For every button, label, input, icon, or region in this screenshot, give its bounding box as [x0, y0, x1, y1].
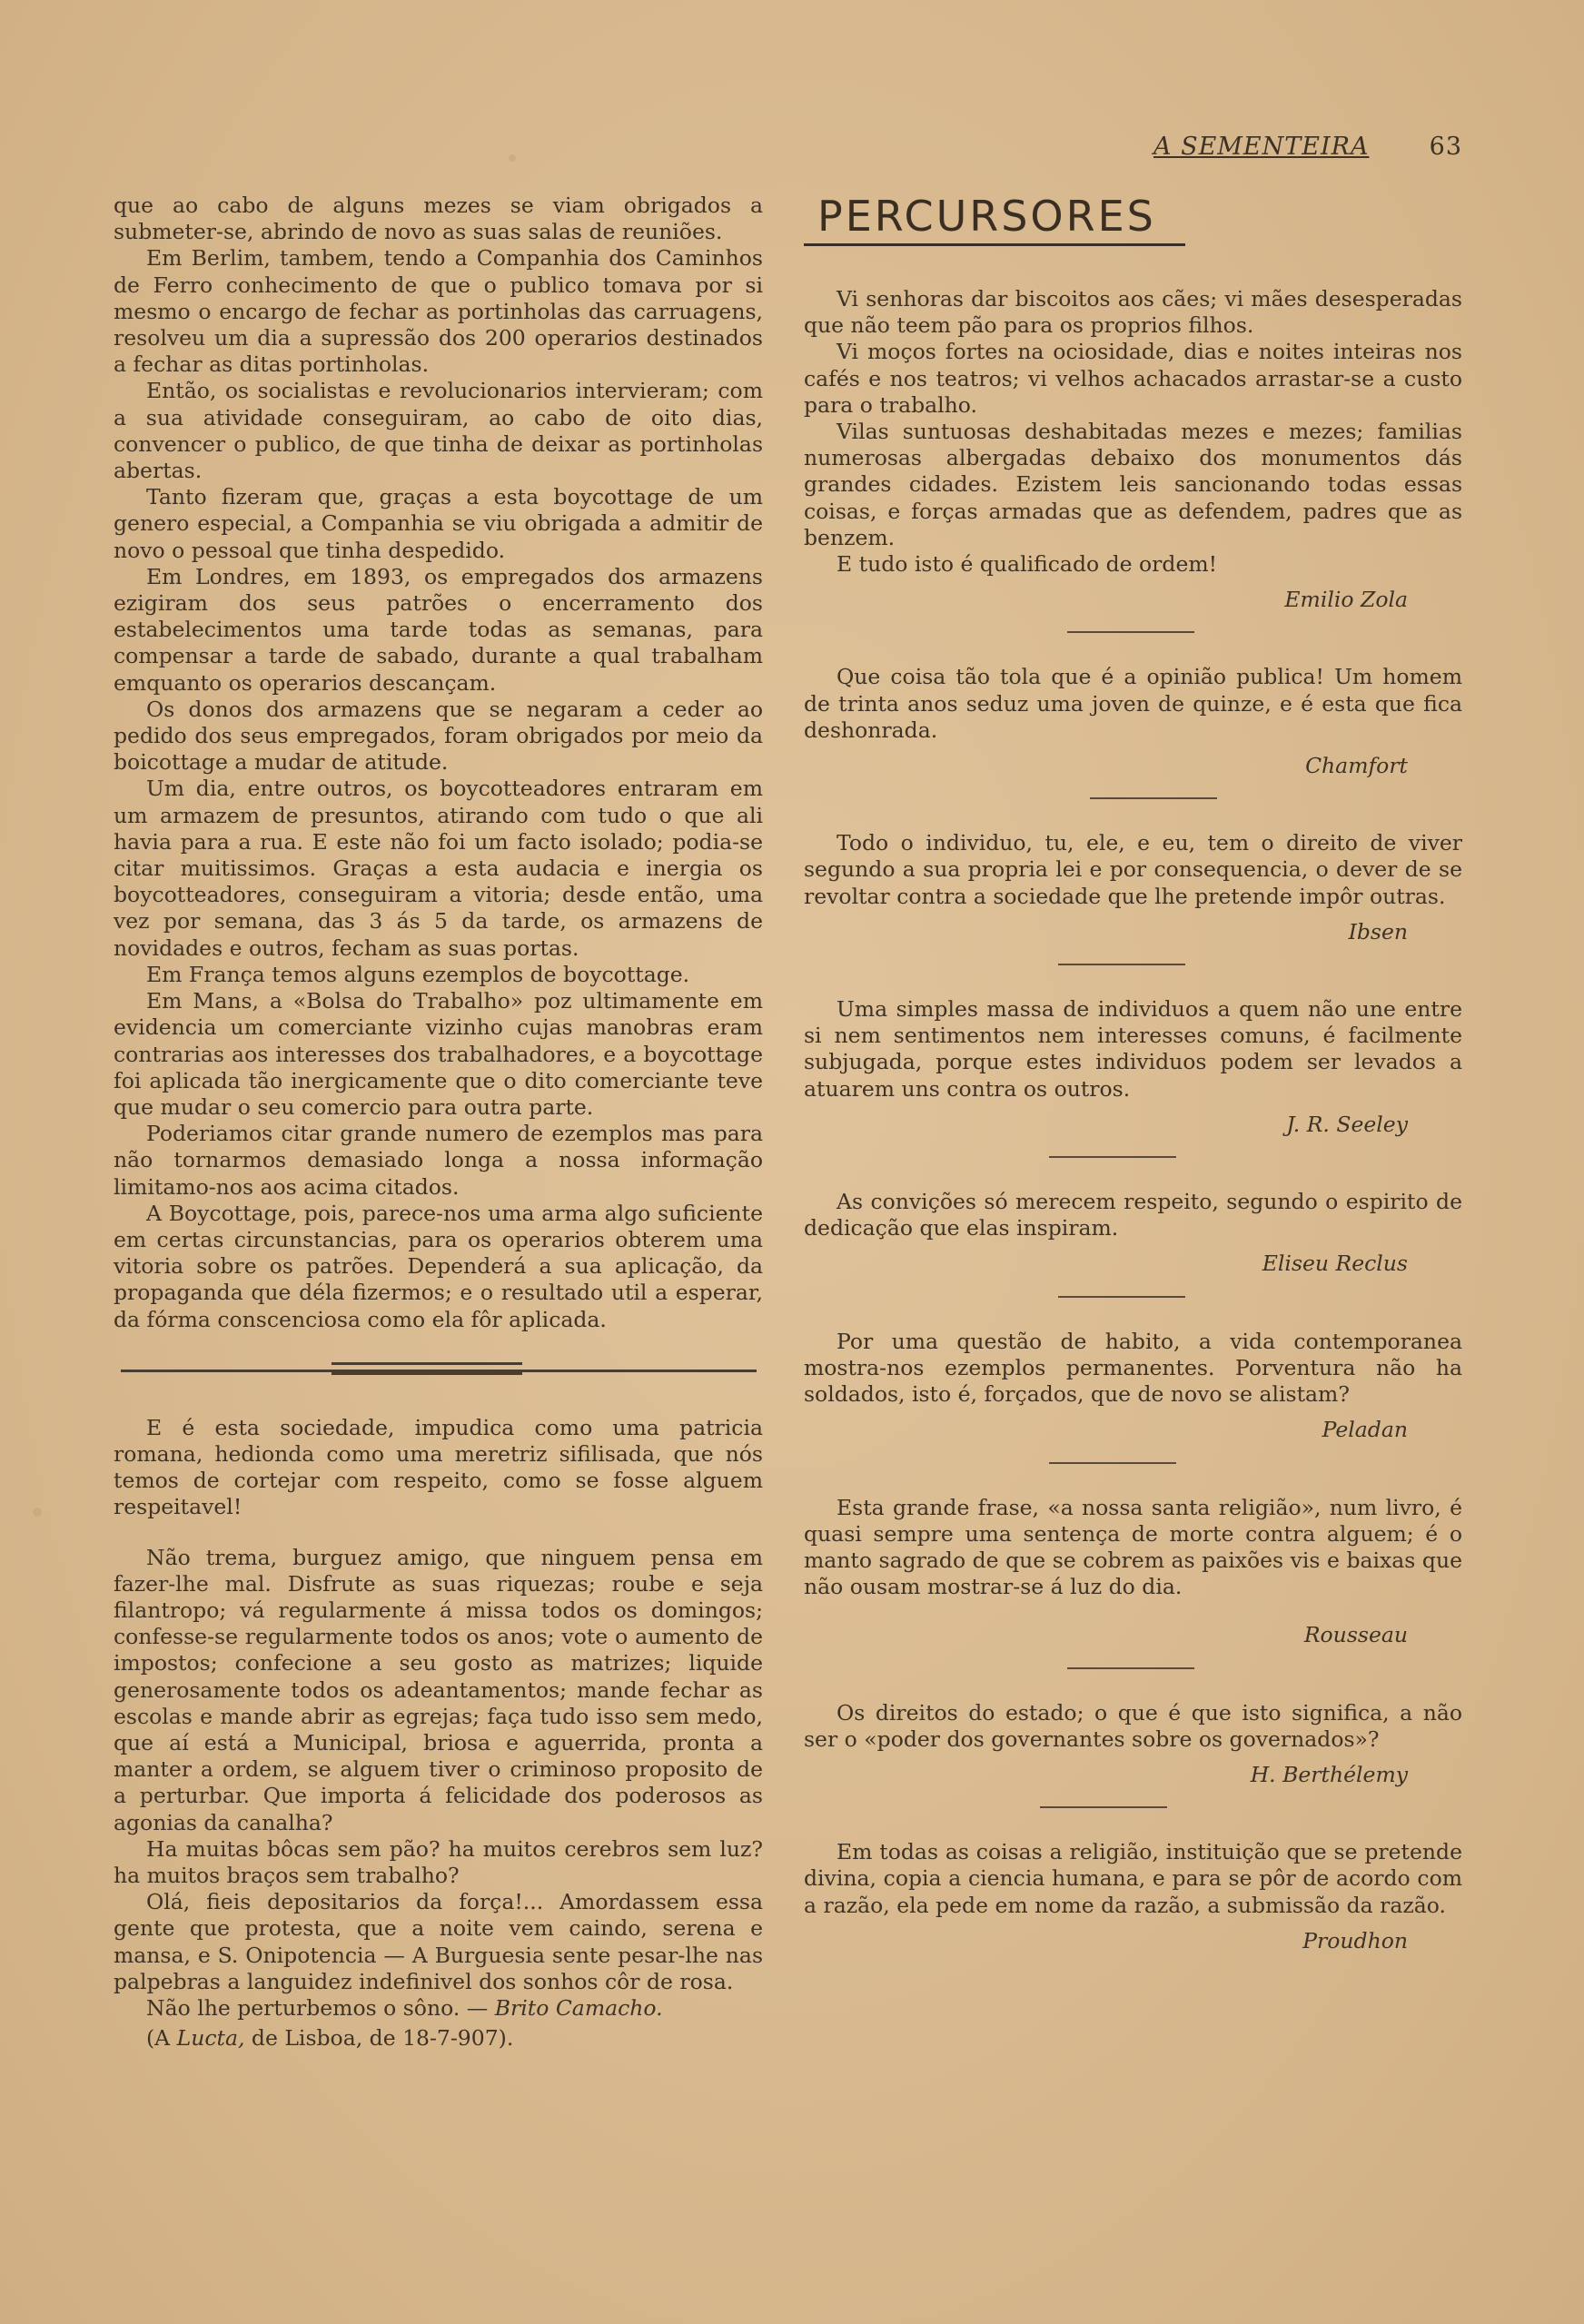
paragraph: Poderiamos citar grande numero de ezemplos mas para não tornarmos demasiado longa a nossa informação limitamo-nos aos acima citados. [114, 1121, 763, 1200]
section-heading: PERCURSORES [817, 192, 1156, 241]
quote-text: Uma simples massa de individuos a quem não une entre si nem sentimentos nem interesses comuns, é facilmente subjugada, porque estes individuos podem ser levados a atuarem uns contra os outros. [804, 996, 1462, 1102]
quote-separator [1090, 797, 1217, 799]
section-divider [114, 1353, 763, 1389]
quote-separator [1058, 964, 1185, 965]
paragraph: Em França temos alguns ezemplos de boycottage. [146, 961, 690, 987]
quote-separator [1040, 1806, 1167, 1808]
quote-block [804, 664, 1462, 779]
closing-line: Não lhe perturbemos o sôno. — [146, 1995, 489, 2021]
paragraph: Não trema, burguez amigo, que ninguem pensa em fazer-lhe mal. Disfrute as suas riquezas; roube e seja filantropo; vá regularmente á missa todos os domingos; confesse-se regularmente todos os anos; vote o aumento de impostos; confecione a seu gosto as matrizes; liquide generosamente todos os adeantamentos; mande fechar as escolas e mande abrir as egrejas; faça tudo isso sem medo, que aí está a Municipal, briosa e aguerrida, pronta a manter a ordem, se alguem tiver o criminoso proposito de a perturbar. Que importa á felicidade dos poderosos as agonias da canalha? [114, 1544, 763, 1835]
quote-separator [1049, 1156, 1176, 1158]
divider-ornament [332, 1362, 522, 1375]
running-head [1153, 133, 1462, 169]
quote-separator [1067, 1667, 1194, 1669]
quote-text: Todo o individuo, tu, ele, e eu, tem o direito de viver segundo a sua propria lei e por consequencia, o dever de se revoltar contra a sociedade que lhe pretende impôr outras. [804, 830, 1462, 909]
quote-separator [1067, 631, 1194, 633]
quote-text: Que coisa tão tola que é a opinião publica! Um homem de trinta anos seduz uma joven de quinze, e é esta que fica deshonrada. [804, 664, 1462, 743]
quote-author: Eliseu Reclus [1262, 1251, 1408, 1277]
quote-text: Os direitos do estado; o que é que isto significa, a não ser o «poder dos governantes sobre os governados»? [804, 1699, 1462, 1752]
quote-author: Ibsen [1348, 918, 1408, 944]
paragraph: Ha muitas bôcas sem pão? ha muitos cerebros sem luz? ha muitos braços sem trabalho? [114, 1835, 763, 1888]
quote-author: Emilio Zola [1284, 587, 1408, 613]
source-rest: de Lisboa, de 18-7-907). [244, 2025, 514, 2052]
quote-author: Rousseau [1303, 1622, 1408, 1648]
closing-paragraph [114, 1995, 763, 2022]
paragraph: Em Berlim, tambem, tendo a Companhia dos Caminhos de Ferro conhecimento de que o publico tomava por si mesmo o encargo de fechar as portinholas das carruagens, resolveu um dia a supressão dos 200 operarios destinados a fechar as ditas portinholas. [114, 245, 763, 378]
source-title: Lucta, [176, 2025, 245, 2052]
paragraph: Então, os socialistas e revolucionarios intervieram; com a sua atividade conseguiram, ao cabo de oito dias, convencer o publico, de que tinha de deixar as portinholas abertas. [114, 378, 763, 484]
quote-block [804, 830, 1462, 945]
page-number: 63 [1429, 133, 1462, 161]
quote-block [804, 286, 1462, 613]
quote-block [804, 996, 1462, 1138]
left-column [114, 193, 763, 2052]
quote-author: Proudhon [1302, 1927, 1408, 1953]
quote-author: Peladan [1322, 1417, 1408, 1443]
heading-rule [804, 243, 1185, 246]
quote-block [804, 1189, 1462, 1278]
source-open: (A [146, 2025, 177, 2052]
paragraph: Olá, fieis depositarios da força!... Amordassem essa gente que protesta, que a noite vem caindo, serena e mansa, e S. Onipotencia — A Burguesia sente pesar-lhe nas palpebras a languidez indefinivel dos sonhos côr de rosa. [114, 1889, 763, 1994]
quote-block [804, 1839, 1462, 1954]
paragraph: A Boycottage, pois, parece-nos uma arma algo suficiente em certas circunstancias, para os operarios obterem uma vitoria sobre os patrões. Dependerá a sua aplicação, da propaganda que déla fizermos; e o resultado util a esperar, da fórma conscenciosa como ela fôr aplicada. [114, 1200, 763, 1332]
right-column [804, 191, 1462, 1962]
ink-spot [33, 1508, 42, 1517]
quote-text: Esta grande frase, «a nossa santa religião», num livro, é quasi sempre uma sentença de morte contra alguem; é o manto sagrado de que se cobrem as paixões vis e baixas que não ousam mostrar-se á luz do dia. [804, 1494, 1462, 1600]
paragraph: Em Mans, a «Bolsa do Trabalho» poz ultimamente em evidencia um comerciante vizinho cujas manobras eram contrarias aos interesses dos trabalhadores, e a boycottage foi aplicada tão inergicamente que o dito comerciante teve que mudar o seu comercio para outra parte. [114, 988, 763, 1120]
article-author: Brito Camacho. [494, 1995, 663, 2021]
paragraph: Tanto fizeram que, graças a esta boycottage de um genero especial, a Companhia se viu obrigada a admitir de novo o pessoal que tinha despedido. [114, 484, 763, 563]
paragraph: Um dia, entre outros, os boycotteadores entraram em um armazem de presuntos, atirando com tudo o que ali havia para a rua. E este não foi um facto isolado; podia-se citar muitissimos. Graças a esta audacia e inergia os boycotteadores, conseguiram a vitoria; desde então, uma vez por semana, das 3 ás 5 da tarde, os armazens de novidades e outros, fecham as suas portas. [114, 776, 763, 961]
quote-block [804, 1495, 1462, 1649]
ink-spot [509, 154, 516, 162]
source-citation [114, 2025, 763, 2052]
quote-author: J. R. Seeley [1286, 1111, 1408, 1137]
publication-title: A SEMENTEIRA [1153, 133, 1370, 161]
paragraph: Em Londres, em 1893, os empregados dos armazens ezigiram dos seus patrões o encerramento dos estabelecimentos uma tarde todas as semanas, para compensar a tarde de sabado, durante a qual trabalham emquanto os operarios descançam. [114, 563, 763, 696]
quote-separator [1058, 1296, 1185, 1298]
quote-block [804, 1329, 1462, 1444]
quote-text: Vi moços fortes na ociosidade, dias e noites inteiras nos cafés e nos teatros; vi velhos achacados arrastar-se a custo para o trabalho. [804, 339, 1462, 418]
quote-author: H. Berthélemy [1250, 1761, 1408, 1787]
spacer [114, 1521, 763, 1545]
quote-separator [1049, 1462, 1176, 1464]
quote-text: Vi senhoras dar biscoitos aos cães; vi mães desesperadas que não teem pão para os proprios filhos. [804, 286, 1462, 339]
quote-text: Em todas as coisas a religião, instituição que se pretende divina, copia a ciencia humana, e para se pôr de acordo com a razão, ela pede em nome da razão, a submissão da razão. [804, 1839, 1462, 1918]
paragraph: Os donos dos armazens que se negaram a ceder ao pedido dos seus empregados, foram obrigados por meio da boicottage a mudar de atitude. [114, 696, 763, 776]
quote-text: Por uma questão de habito, a vida contemporanea mostra-nos ezemplos permanentes. Porventura não ha soldados, isto é, forçados, que de novo se alistam? [804, 1328, 1462, 1408]
quote-author: Chamfort [1305, 753, 1408, 779]
paragraph: que ao cabo de alguns mezes se viam obrigados a submeter-se, abrindo de novo as suas salas de reuniões. [114, 193, 763, 245]
quote-block [804, 1700, 1462, 1789]
quote-text: E tudo isto é qualificado de ordem! [837, 551, 1218, 578]
quote-text: Vilas suntuosas deshabitadas mezes e mezes; familias numerosas albergadas debaixo dos monumentos dás grandes cidades. Ezistem leis sancionando todas essas coisas, e forças armadas que as defendem, padres que as benzem. [804, 419, 1462, 550]
paragraph: E é esta sociedade, impudica como uma patricia romana, hedionda como uma meretriz sifilisada, que nós temos de cortejar com respeito, como se fosse alguem respeitavel! [114, 1414, 763, 1520]
quote-text: As convições só merecem respeito, segundo o espirito de dedicação que elas inspiram. [804, 1189, 1462, 1241]
